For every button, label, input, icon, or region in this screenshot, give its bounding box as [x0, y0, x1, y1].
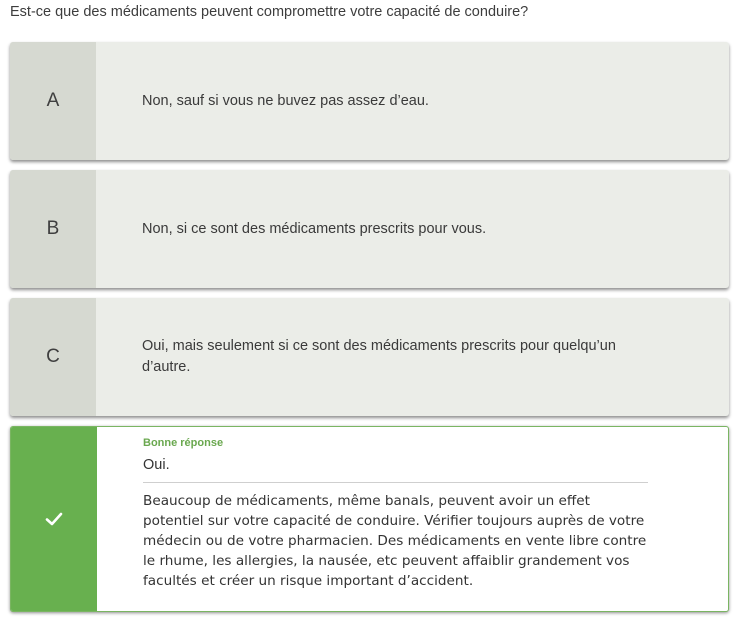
correct-answer-text: Oui.	[143, 455, 648, 483]
option-letter-b: B	[10, 170, 96, 288]
option-letter-c: C	[10, 298, 96, 416]
correct-answer-card[interactable]	[10, 426, 729, 612]
option-c[interactable]	[10, 298, 729, 416]
option-a[interactable]	[10, 42, 729, 160]
correct-answer-content	[97, 427, 728, 611]
option-b[interactable]	[10, 170, 729, 288]
option-text-c: Oui, mais seulement si ce sont des médicaments prescrits pour quelqu’un d’autre.	[142, 338, 616, 375]
option-letter-a: A	[10, 42, 96, 160]
correct-answer-tag: Bonne réponse	[143, 437, 224, 449]
option-text-b: Non, si ce sont des médicaments prescrits pour vous.	[142, 220, 487, 237]
option-text-a: Non, sauf si vous ne buvez pas assez d’eau.	[142, 92, 429, 109]
correct-marker	[11, 427, 97, 611]
answer-explanation: Beaucoup de médicaments, même banals, peuvent avoir un effet potentiel sur votre capacité de conduire. Vérifier toujours auprès de votre médecin ou de votre pharmacien. Des médicaments en vente libre contre le rhume, les allergies, la nausée, etc peuvent affaiblir grandement vos facultés et créer un risque important d’accident.	[143, 493, 647, 589]
question-text: Est-ce que des médicaments peuvent compromettre votre capacité de conduire?	[10, 4, 529, 20]
checkmark-icon	[45, 512, 63, 526]
answer-options	[10, 42, 729, 622]
